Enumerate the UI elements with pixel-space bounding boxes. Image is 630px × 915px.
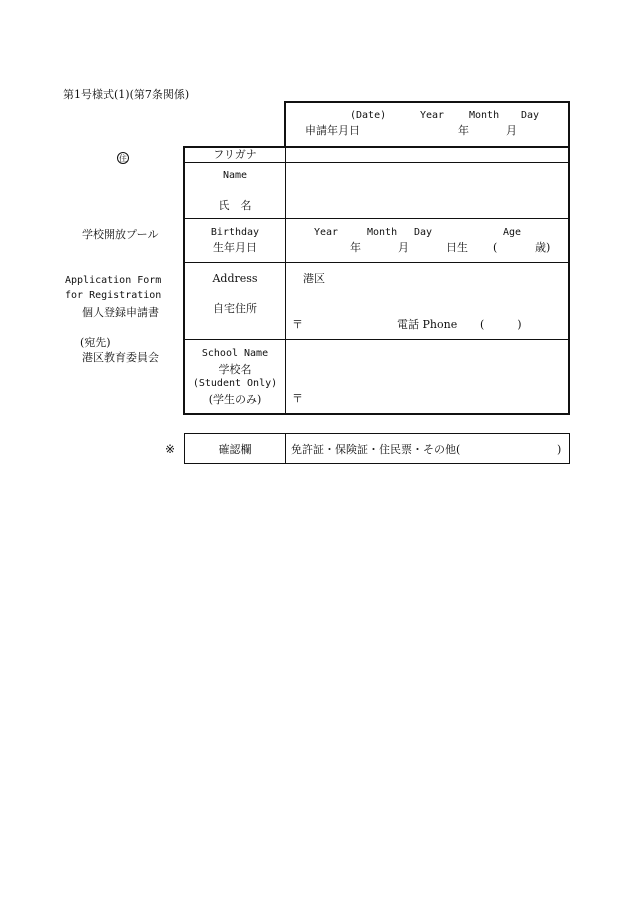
birthday-field[interactable] — [287, 220, 568, 261]
birthday-age-ja: 歳) — [535, 241, 551, 254]
birthday-year-ja: 年 — [350, 241, 361, 254]
address-postal-mark: 〒 — [292, 318, 303, 331]
month-en-label: Month — [469, 110, 500, 121]
name-field[interactable] — [287, 164, 568, 217]
addressee-name: 港区教育委員会 — [82, 351, 159, 364]
birthday-month-ja: 月 — [398, 241, 409, 254]
addressee-label: (宛先) — [80, 336, 111, 349]
birthday-en-label: Birthday — [210, 227, 260, 238]
name-ja-label: 氏 名 — [218, 199, 252, 212]
pool-label: 学校開放プール — [82, 228, 159, 241]
birthday-age-open: ( — [493, 241, 498, 254]
form-number: 第1号様式(1)(第7条関係) — [63, 88, 190, 101]
student-only-ja: (学生のみ) — [208, 393, 262, 406]
confirmation-close-paren: ) — [557, 443, 562, 456]
phone-label: 電話 Phone — [397, 318, 458, 331]
school-postal-mark: 〒 — [292, 392, 303, 405]
name-en-label: Name — [222, 170, 248, 181]
day-en-label: Day — [521, 110, 540, 121]
year-ja-label: 年 — [458, 124, 469, 137]
birthday-day-ja: 日生 — [446, 241, 468, 254]
application-form-en-2: for Registration — [65, 290, 162, 301]
address-prefix: 港区 — [303, 272, 325, 285]
birthday-ja-label: 生年月日 — [213, 241, 257, 254]
birthday-year-en: Year — [314, 227, 339, 238]
note-mark: ※ — [165, 442, 176, 456]
application-date-label: 申請年月日 — [305, 124, 360, 137]
school-en-label: School Name — [201, 348, 269, 359]
birthday-age-en: Age — [503, 227, 522, 238]
address-en-label: Address — [212, 272, 258, 285]
birthday-day-en: Day — [414, 227, 433, 238]
furigana-field[interactable] — [287, 148, 568, 162]
school-ja-label: 学校名 — [218, 363, 252, 376]
year-en-label: Year — [420, 110, 445, 121]
application-form-title: 個人登録申請書 — [82, 306, 159, 319]
birthday-month-en: Month — [367, 227, 398, 238]
address-field[interactable] — [287, 264, 568, 338]
application-form-en-1: Application Form — [65, 275, 162, 286]
furigana-label: フリガナ — [213, 148, 257, 161]
residence-stamp-icon: 住 — [119, 154, 127, 163]
school-field[interactable] — [287, 341, 568, 413]
month-ja-label: 月 — [506, 124, 517, 137]
date-en-label: (Date) — [350, 110, 387, 121]
address-ja-label: 自宅住所 — [213, 302, 257, 315]
confirmation-label: 確認欄 — [218, 443, 252, 456]
confirmation-id-types: 免許証・保険証・住民票・その他( — [291, 443, 461, 456]
phone-paren: ( ) — [480, 318, 522, 331]
student-only-en: (Student Only) — [192, 378, 278, 389]
